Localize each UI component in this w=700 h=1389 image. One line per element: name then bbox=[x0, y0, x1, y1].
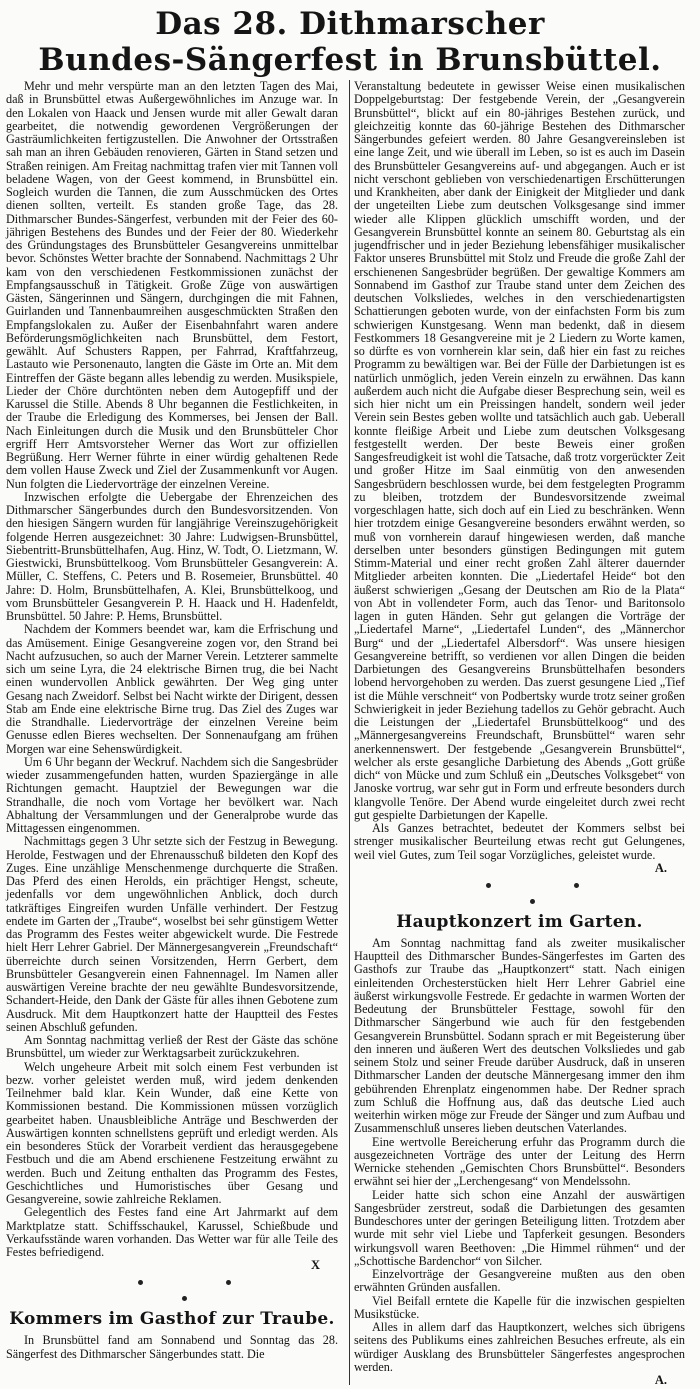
paragraph: Mehr und mehr verspürte man an den letzten Tagen des Mai, daß in Brunsbüttel etwas Außergewöhnliches im Anzuge war. In den Lokalen von Haack und Jensen wurde mit aller Gewalt daran gearbeitet, die notwendig gewordenen Vergrößerungen der Gasträumlichkeiten fertigzustellen. Die Anwohner der Ortsstraßen sah man an ihren Gebäuden renovieren, Gärten in Stand setzen und Straßen reinigen. Am Freitag nachmittag trafen vier mit Tannen voll beladene Wagen, von der Geest kommend, in Brunsbüttel ein. Sogleich wurden die Tannen, die zum Ausschmücken des Ortes dienen sollten, verteilt. Es standen große Tage, das 28. Dithmarscher Bundes-Sängerfest, verbunden mit der Feier des 60-jährigen Bestehens des Bundes und der Feier der 80. Wiederkehr des Gründungstages des Brunsbütteler Gesangvereins unmittelbar bevor. Schönstes Wetter brachte der Sonnabend. Nachmittags 2 Uhr kam von den verschiedenen Festkommissionen zunächst der Empfangsausschuß in Tätigkeit. Große Züge von auswärtigen Gästen, Sängerinnen und Sängern, durchgingen die mit Fahnen, Guirlanden und Tannenbaumreihen ausgeschmückten Straßen den Empfangslokalen zu. Außer der Eisenbahnfahrt waren andere Beförderungsmöglichkeiten nach Brunsbüttel, dem Festort, gewählt. Auf Schusters Rappen, per Fahrrad, Kraftfahrzeug, Lastauto wie Personenauto, langten die Gäste im Orte an. Mit dem Eintreffen der Gäste begann alles lebendig zu werden. Musikspiele, Lieder der Chöre durchtönten neben dem Autogepfiff und der Karussel die Stille. Abends 8 Uhr begannen die Festlichkeiten, in der Traube die Erledigung des Kommerses, bei Jensen der Ball. Nach Einleitungen durch die Musik und den Brunsbütteler Chor ergriff Herr Amtsvorsteher Werner das Wort zur offiziellen Begrüßung. Herr Werner führte in einer würdig gehaltenen Rede dem vollen Hause Zweck und Ziel der Zusammenkunft vor Augen. Nun folgten die Liedervorträge der einzelnen Vereine. bbox=[6, 80, 338, 491]
author-signature: A. bbox=[654, 860, 667, 875]
divider-dot bbox=[226, 1280, 231, 1285]
paragraph: Viel Beifall erntete die Kapelle für die inzwischen gespielten Musikstücke. bbox=[354, 1293, 685, 1321]
divider-dot bbox=[182, 1296, 187, 1301]
section-heading-hauptkonzert: Hauptkonzert im Garten. bbox=[396, 911, 643, 932]
divider-dot bbox=[486, 883, 491, 888]
paragraph: Gelegentlich des Festes fand eine Art Jahrmarkt auf dem Marktplatze statt. Schiffsschaukel, Karussel, Schießbude und Verkaufsstände waren vorhanden. Das Wetter war für alle Teile des Festes befriedigend. bbox=[6, 1205, 338, 1259]
paragraph: Einzelvorträge der Gesangvereine mußten aus den oben erwähnten Gründen ausfallen. bbox=[354, 1267, 685, 1295]
asterism-divider bbox=[354, 879, 685, 909]
paragraph: In Brunsbüttel fand am Sonnabend und Sonntag das 28. Sängerfest des Dithmarscher Sängerbundes statt. Die bbox=[6, 1333, 338, 1361]
paragraph: Um 6 Uhr begann der Weckruf. Nachdem sich die Sangesbrüder wieder zusammengefunden hatten, wurden Spaziergänge in alle Richtungen gemacht. Hauptziel der Bewegungen war die Strandhalle, die noch vom Vortage her bevölkert war. Nach Abhaltung der Versammlungen und der Generalprobe wurde das Mittagessen eingenommen. bbox=[6, 754, 338, 835]
paragraph: Nachdem der Kommers beendet war, kam die Erfrischung und das Amüsement. Einige Gesangvereine zogen vor, den Strand bei Nacht aufzusuchen, so auch der Marner Verein. Letzterer sammelte sich um seine Lyra, die 24 elektrische Birnen trug, die bei Nacht einen wundervollen Anblick gewährten. Der Weg ging unter Gesang nach Zweidorf. Selbst bei Nacht wirkte der Dirigent, dessen Stab am Ende eine elektrische Birne trug. Das Ziel des Zuges war die Strandhalle. Liedervorträge der einzelnen Vereine beim Genusse edlen Bieres wechselten. Der Sonnenaufgang am frühen Morgen war eine Sehenswürdigkeit. bbox=[6, 622, 339, 756]
title-line-1: Das 28. Dithmarscher bbox=[155, 6, 545, 42]
paragraph: Nachmittags gegen 3 Uhr setzte sich der Festzug in Bewegung. Herolde, Festwagen und der Ehrenausschuß bildeten den Kopf des Zuges. Eine unzählige Menschenmenge durchquerte die Straßen. Das Pferd des einen Herolds, ein prächtiger Hengst, scheute, jedenfalls vor dem ungewöhnlichen Anblick, doch durch tatkräftiges Eingreifen wurden Unfälle verhindert. Der Festzug endete im Garten der „Traube“, woselbst bei sehr günstigem Wetter das Programm des Festes weiter abgewickelt wurde. Die Festrede hielt Herr Lehrer Gabriel. Der Männergesangverein „Freundschaft“ überreichte durch seinen Vorsitzenden, Herrn Gerbert, dem Brunsbütteler Gesangverein einen Fahnennagel. Im Namen aller auswärtigen Vereine brachte der neu gewählte Bundesvorsitzende, Schandert-Heide, den Dank der Gäste für alles ihnen Gebotene zum Ausdruck. Mit dem Hauptkonzert hatte der Hauptteil des Festes seinen Abschluß gefunden. bbox=[6, 834, 338, 1034]
paragraph: Inzwischen erfolgte die Uebergabe der Ehrenzeichen des Dithmarscher Sängerbundes durch den Bundesvorsitzenden. Von den hiesigen Sängern wurden für langjährige Vereinszugehörigkeit folgende Herren ausgezeichnet: 30 Jahre: Ludwigsen-Brunsbüttel, Siebentritt-Brunsbüttelhafen, Aug. Hinz, W. Todt, O. Lietzmann, W. Giestwicki, Brunsbüttelkoog. Vom Brunsbütteler Gesangverein: A. Müller, C. Steffens, C. Peters und B. Rosemeier, Brunsbüttel. 40 Jahre: D. Holm, Brunsbüttelhafen, A. Klei, Brunsbüttelkoog, und vom Brunsbütteler Gesangverein P. H. Haack und H. Hadenfeldt, Brunsbüttel. 50 Jahre: P. Hems, Brunsbüttel. bbox=[6, 489, 338, 623]
divider-dot bbox=[530, 899, 535, 904]
article-title bbox=[0, 0, 700, 80]
divider-dot bbox=[574, 883, 579, 888]
paragraph: Eine wertvolle Bereicherung erfuhr das Programm durch die ausgezeichneten Vorträge des unter der Leitung des Herrn Wernicke stehenden „Gemischten Chors Brunsbüttel“. Besonders erwähnt sei hier der „Lerchengesang“ von Mendelssohn. bbox=[354, 1134, 685, 1189]
title-line-2: Bundes-Sängerfest in Brunsbüttel. bbox=[38, 42, 662, 78]
author-signature: X bbox=[310, 1258, 320, 1273]
left-column bbox=[0, 80, 342, 1385]
divider-dot bbox=[138, 1280, 143, 1285]
paragraph: Am Sonntag nachmittag verließ der Rest der Gäste das schöne Brunsbüttel, um wieder zur Werktagsarbeit zurückzukehren. bbox=[6, 1033, 338, 1061]
paragraph: Als Ganzes betrachtet, bedeutet der Kommers selbst bei strenger musikalischer Beurteilung etwas recht gut Gelungenes, weil viel Gutes, zum Teil sogar Vorzügliches, geleistet wurde. bbox=[354, 821, 685, 862]
article-columns bbox=[0, 80, 700, 1385]
paragraph: Welch ungeheure Arbeit mit solch einem Fest verbunden ist bezw. vorher geleistet werden muß, wird jedem denkenden Teilnehmer bald klar. Kein Wunder, daß eine Kette von Kommissionen bestand. Die Kommissionen müssen vorzüglich gearbeitet haben. Unausbleibliche Anträge und Beschwerden der Auswärtigen konnten schnellstens geprüft und erledigt werden. Als ein besonderes Stück der Vorarbeit verdient das herausgegebene Festbuch und die am Abend erschienene Festzeitung erwähnt zu werden. Buch und Zeitung enthalten das Programm des Festes, Geschichtliches und Humoristisches über Gesang und Gesangvereine, sowie zahlreiche Reklamen. bbox=[6, 1059, 338, 1206]
author-signature: A. bbox=[654, 1373, 667, 1385]
paragraph: Alles in allem darf das Hauptkonzert, welches sich übrigens seitens des Publikums eines zahlreichen Besuches erfreute, als ein würdiger Ausklang des Brunsbütteler Sängerfestes angesprochen werden. bbox=[354, 1320, 685, 1374]
right-column bbox=[348, 80, 690, 1385]
section-heading-kommers: Kommers im Gasthof zur Traube. bbox=[9, 1309, 335, 1330]
column-divider bbox=[349, 80, 350, 1385]
asterism-divider bbox=[6, 1276, 338, 1306]
paragraph-continued: Veranstaltung bedeutete in gewisser Weise einen musikalischen Doppelgeburtstag: Der festgebende Verein, der „Gesangverein Brunsbüttel“, blickt auf ein 80-jähriges Bestehen zurück, und gleichzeitig konnte das 60-jährige Bestehen des Dithmarscher Sängerbundes gefeiert werden. 80 Jahre Gesangvereinsleben ist eine lange Zeit, und wie überall im Leben, so ist es auch im Dasein des Brunsbütteler Gesangvereins auf- und abgegangen. Auch er ist nicht verschont geblieben von verschiedenartigen Erschütterungen und Krankheiten, aber dank der Einigkeit der Mitglieder und dank der ungeteilten Liebe zum deutschen Volksgesange sind immer wieder alle Klippen glücklich umschifft worden, und der Gesangverein Brunsbüttel konnte an seinem 80. Geburtstag als ein jugendfrischer und in jeder Beziehung lebensfähiger musikalischer Faktor unseres Brunsbüttel mit Stolz und Freude die große Zahl der erschienenen Sangesbrüder begrüßen. Der gewaltige Kommers am Sonnabend im Gasthof zur Traube stand unter dem Zeichen des deutschen Volksliedes, welches in den verschiedenartigsten Schattierungen geboten wurde, von der einfachsten Form bis zum schwierigen Kunstgesang. Wenn man bedenkt, daß in diesem Festkommers 18 Gesangvereine mit je 2 Liedern zu Worte kamen, so dürfte es von vornherein klar sein, daß hier ein fast zu reiches Programm zu bewältigen war. Bei der Fülle der Darbietungen ist es natürlich unmöglich, jeden Verein einzeln zu erwähnen. Das kann außerdem auch nicht die Aufgabe dieser Besprechung sein, weil es sich hier nicht um ein Preissingen handelt, sondern weil jeder Verein sein Bestes geben wollte und tatsächlich auch gab. Ueberall konnte fleißige Arbeit und Liebe zum deutschen Volksgesang festgestellt werden. Der beste Beweis einer großen Sangesfreudigkeit ist wohl die Tatsache, daß trotz vorgerückter Zeit und großer Hitze im Saal einmütig von den anwesenden Sangesbrüdern beschlossen wurde, bei dem festgelegten Programm zu bleiben, trotzdem der Bundesvorsitzende zweimal vorgeschlagen hatte, sich doch auf ein Lied zu beschränken. Wenn hier trotzdem einige Gesangvereine besonders erwähnt werden, so muß von vornherein darauf hingewiesen werden, daß manche derselben unter besonders günstigen Bedingungen mit gutem Stimm-Material und einer recht großen Zahl älterer dauernder Mitglieder arbeiten konnten. Die „Liedertafel Heide“ bot den äußerst schwierigen „Gesang der Deutschen am Rio de la Plata“ von Abt in vollendeter Form, auch das Tenor- und Baritonsolo lagen in guten Händen. Sehr gut gelangen die Vorträge der „Liedertafel Marne“, „Liedertafel Lunden“, des „Männerchor Burg“ und der „Liedertafel Albersdorf“. Was unsere hiesigen Gesangvereine betrifft, so verdienen vor allen Dingen die beiden Darbietungen des Gesangvereins Brunsbüttelhafen besonders lobend hervorgehoben zu werden. Das zuerst gesungene Lied „Tief ist die Mühle verschneit“ von Podbertsky wurde trotz seiner großen Schwierigkeit in jeder Beziehung tadellos zu Gehör gebracht. Auch die Leistungen der „Liedertafel Brunsbüttelkoog“ und des „Männergesangvereins Freundschaft, Brunsbüttel“ waren sehr anerkennenswert. Der festgebende „Gesangverein Brunsbüttel“, welcher als erste gesangliche Darbietung des Abends „Gott grüße dich“ von Mücke und zum Schluß ein „Deutsches Volksgebet“ von Janoske vortrug, war sehr gut in Form und erfreute besonders durch klangvolle Tenöre. Der Abend wurde eingeleitet durch zwei recht gut gespielte Darbietungen der Kapelle. bbox=[354, 80, 685, 822]
paragraph: Leider hatte sich schon eine Anzahl der auswärtigen Sangesbrüder zerstreut, sodaß die Darbietungen des gesamten Bundeschores unter der geringen Beteiligung litten. Trotzdem aber wurde mit sehr viel Liebe und Tapferkeit gesungen. Besonders wirkungsvoll waren Beethoven: „Die Himmel rühmen“ und der „Schottische Bardenchor“ von Silcher. bbox=[354, 1187, 685, 1268]
paragraph: Am Sonntag nachmittag fand als zweiter musikalischer Hauptteil des Dithmarscher Bundes-Sängerfestes im Garten des Gasthofs zur Traube das „Hauptkonzert“ statt. Nach einigen einleitenden Orchesterstücken hielt Herr Lehrer Gabriel eine äußerst wirkungsvolle Festrede. Er gedachte in warmen Worten der Bedeutung der Brunsbütteler Festtage, sowohl für den Dithmarscher Sängerbund wie auch für den festgebenden Gesangverein Brunsbüttel. Sodann sprach er mit Begeisterung über den inneren und äußeren Wert des deutschen Volksliedes und gab seinem Stolz und seiner Freude darüber Ausdruck, daß in unseren Dithmarscher Landen der deutsche Männergesang immer den ihm gebührenden Ehrenplatz eingenommen habe. Der Redner sprach zum Schluß die Hoffnung aus, daß das deutsche Lied auch weiterhin wirken möge zur Freude der Sänger und zum Aufbau und Zusammenschluß unseres lieben deutschen Vaterlandes. bbox=[354, 935, 685, 1136]
